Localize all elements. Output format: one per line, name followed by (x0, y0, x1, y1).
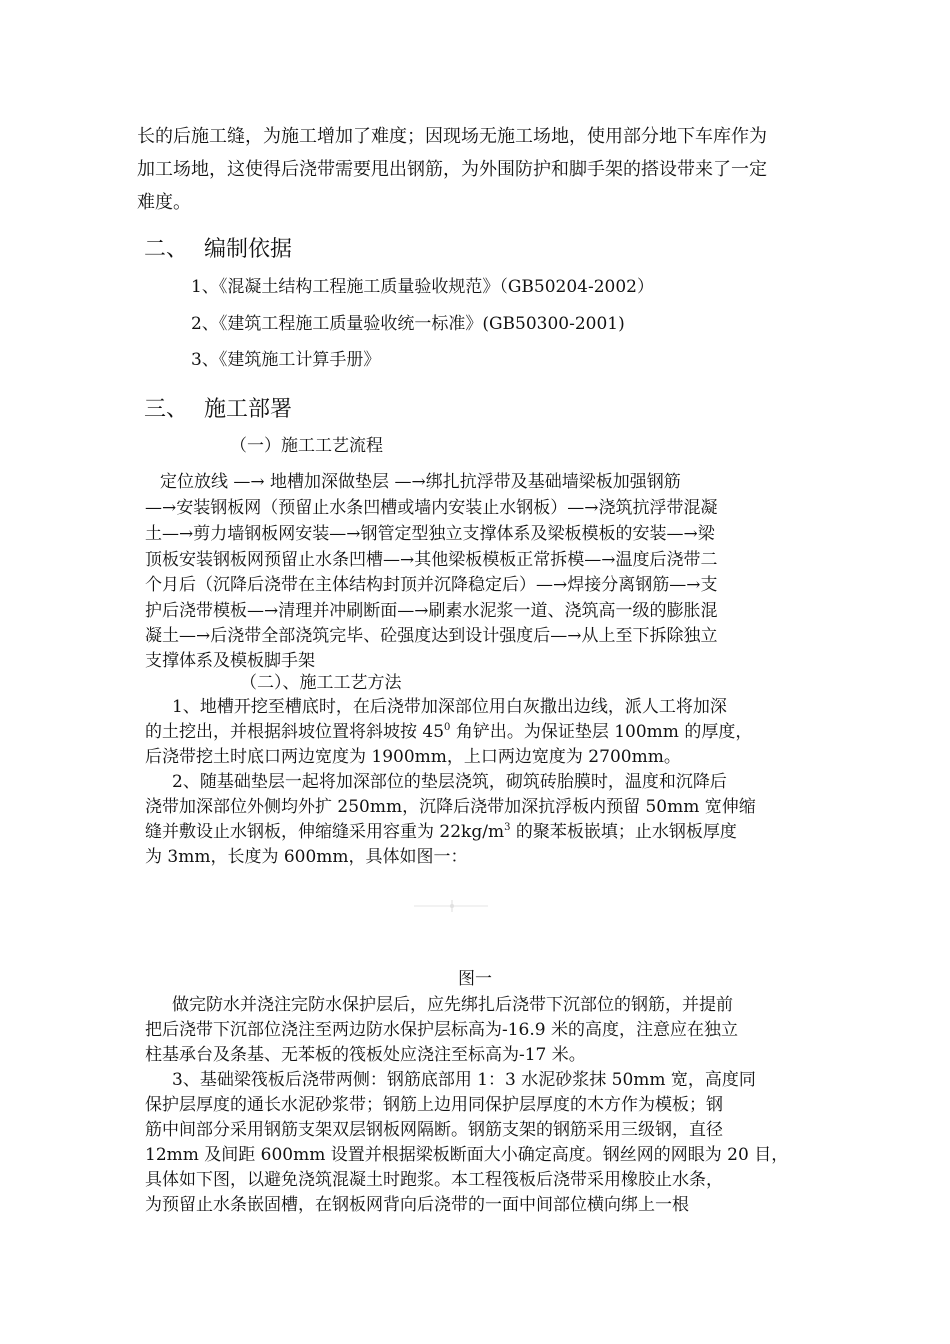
flow-line: 顶板安装钢板网预留止水条凹槽—→其他梁板模板正常拆模—→温度后浇带二 (145, 550, 718, 570)
reference-item: 2、《建筑工程施工质量验收统一标准》(GB50300-2001) (191, 314, 625, 334)
body-line: 后浇带挖土时底口两边宽度为 1900mm，上口两边宽度为 2700mm。 (145, 747, 681, 767)
body-line: 做完防水并浇注完防水保护层后，应先绑扎后浇带下沉部位的钢筋，并提前 (172, 995, 733, 1015)
body-line: 1、地槽开挖至槽底时，在后浇带加深部位用白灰撒出边线，派人工将加深 (172, 697, 727, 717)
figure-caption: 图一 (458, 969, 492, 989)
body-line: 长的后施工缝，为施工增加了难度；因现场无施工场地，使用部分地下车库作为 (137, 126, 767, 147)
flow-line: 凝土—→后浇带全部浇筑完毕、砼强度达到设计强度后—→从上至下拆除独立 (145, 626, 718, 646)
section-number: 二、 (144, 237, 189, 262)
reference-item: 1、《混凝土结构工程施工质量验收规范》（GB50204-2002） (191, 277, 654, 297)
body-line: 保护层厚度的通长水泥砂浆带；钢筋上边用同保护层厚度的木方作为模板；钢 (145, 1095, 723, 1115)
body-line: 柱基承台及条基、无苯板的筏板处应浇注至标高为-17 米。 (145, 1045, 586, 1065)
body-line: 3、基础梁筏板后浇带两侧：钢筋底部用 1：3 水泥砂浆抹 50mm 宽，高度同 (172, 1070, 756, 1090)
body-line: 2、随基础垫层一起将加深部位的垫层浇筑，砌筑砖胎膜时，温度和沉降后 (172, 772, 727, 792)
subsection-heading: （一）施工工艺流程 (230, 436, 383, 456)
section-heading (144, 396, 292, 424)
section-heading (144, 236, 292, 264)
subsection-heading: （二）、施工工艺方法 (240, 673, 402, 693)
section-title: 编制依据 (204, 237, 293, 262)
figure-image (412, 896, 490, 916)
flow-line: —→安装钢板网（预留止水条凹槽或墙内安装止水钢板）—→浇筑抗浮带混凝 (145, 498, 718, 518)
flow-line: 支撑体系及模板脚手架 (145, 651, 315, 671)
body-line: 缝并敷设止水钢板，伸缩缝采用容重为 $22kg/m^3$ 的聚苯板嵌填；止水钢板厚度 (145, 822, 737, 842)
flow-line: 定位放线 —→ 地槽加深做垫层 —→绑扎抗浮带及基础墙梁板加强钢筋 (160, 472, 681, 492)
section-title: 施工部署 (204, 397, 293, 422)
body-line: 加工场地，这使得后浇带需要甩出钢筋，为外围防护和脚手架的搭设带来了一定 (137, 159, 767, 180)
section-number: 三、 (144, 397, 189, 422)
reference-item: 3、《建筑施工计算手册》 (191, 350, 381, 370)
flow-line: 护后浇带模板—→清理并冲刷断面—→刷素水泥浆一道、浇筑高一级的膨胀混 (145, 601, 718, 621)
body-line: 具体如下图，以避免浇筑混凝土时跑浆。本工程筏板后浇带采用橡胶止水条， (145, 1170, 723, 1190)
flow-line: 土—→剪力墙钢板网安装—→钢管定型独立支撑体系及梁板模板的安装—→梁 (145, 524, 715, 544)
flow-line: 个月后（沉降后浇带在主体结构封顶并沉降稳定后）—→焊接分离钢筋—→支 (145, 575, 718, 595)
body-line: 为 3mm，长度为 600mm，具体如图一： (145, 847, 468, 867)
body-line: 难度。 (137, 192, 191, 213)
body-line: 浇带加深部位外侧均外扩 250mm，沉降后浇带加深抗浮板内预留 50mm 宽伸缩 (145, 797, 756, 817)
body-line: 为预留止水条嵌固槽，在钢板网背向后浇带的一面中间部位横向绑上一根 (145, 1195, 689, 1215)
body-line: 12mm 及间距 600mm 设置并根据梁板断面大小确定高度。钢丝网的网眼为 20 目， (145, 1145, 789, 1165)
body-line: 筋中间部分采用钢筋支架双层钢板网隔断。钢筋支架的钢筋采用三级钢，直径 (145, 1120, 723, 1140)
body-line: 的土挖出，并根据斜坡位置将斜坡按 $45^0$ 角铲出。为保证垫层 100mm 的厚度， (145, 722, 753, 742)
body-line: 把后浇带下沉部位浇注至两边防水保护层标高为-16.9 米的高度，注意应在独立 (145, 1020, 738, 1040)
